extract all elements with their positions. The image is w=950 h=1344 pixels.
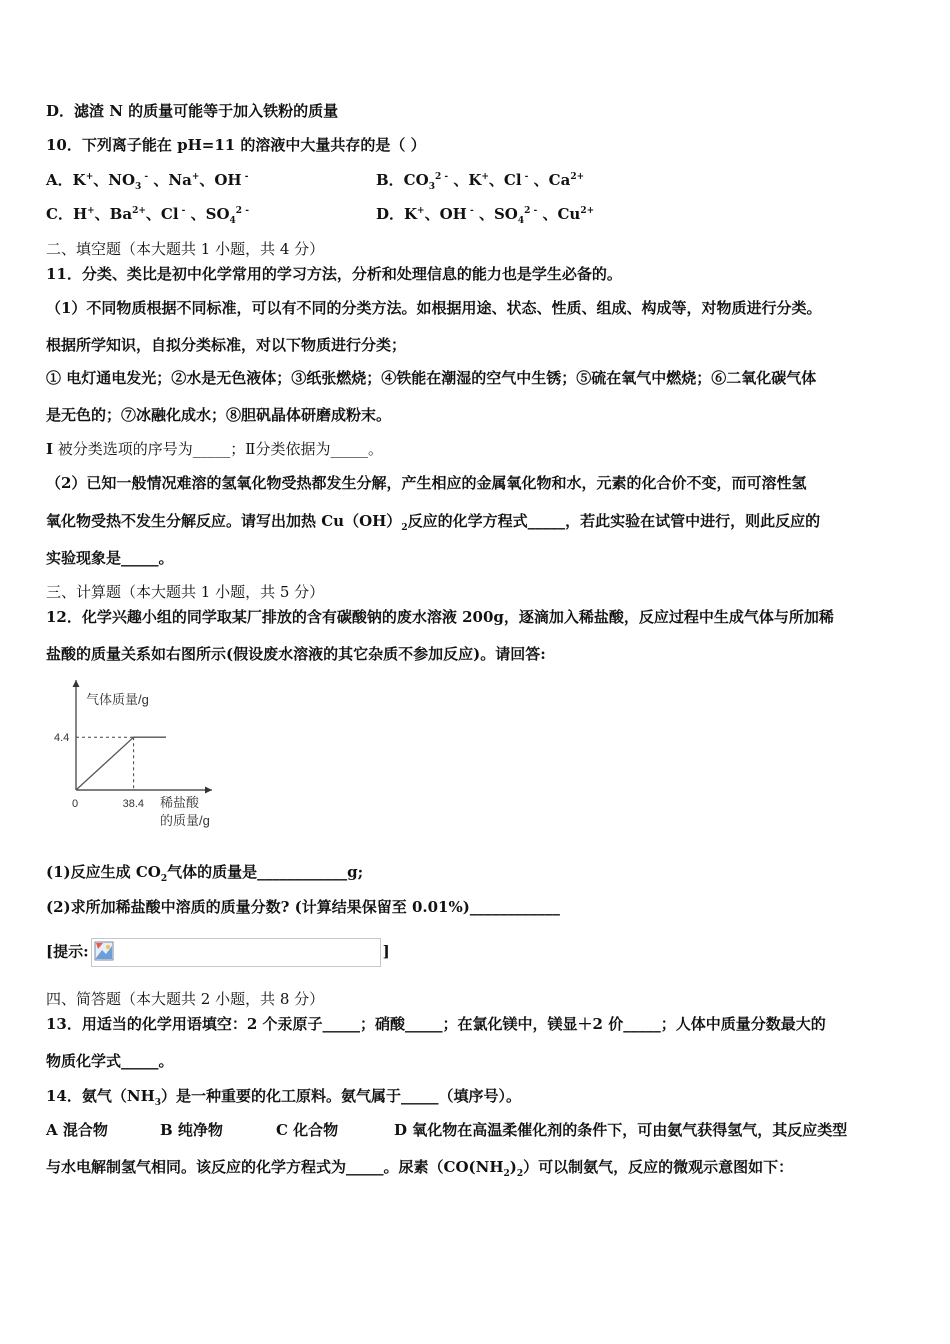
y-axis-label: 气体质量/g — [86, 692, 149, 707]
hint-image-placeholder — [91, 938, 381, 967]
y-tick-label: 4.4 — [54, 732, 70, 745]
x-tick-label: 38.4 — [122, 798, 145, 810]
question-11-part-1-answer: I 被分类选项的序号为_____；Ⅱ分类依据为_____。 — [46, 440, 383, 458]
question-12-stem: 12．化学兴趣小组的同学取某厂排放的含有碳酸钠的废水溶液 200g，逐滴加入稀盐酸，反应过程中生成气体与所加稀 — [46, 608, 834, 626]
question-11-stem: 11．分类、类比是初中化学常用的学习方法，分析和处理信息的能力也是学生必备的。 — [46, 265, 622, 283]
question-10-option-b: B．$CO_3^{2 -}$ 、K+、Cl - 、$Ca^{2+}$ — [376, 171, 585, 192]
question-14-option-c: C 化合物 — [276, 1121, 339, 1139]
origin-label: 0 — [72, 798, 79, 810]
question-12-part-1: (1)反应生成 $CO_2$气体的质量是____________g; — [46, 863, 364, 884]
section-3-heading: 三、计算题（本大题共 1 小题，共 5 分） — [46, 583, 325, 601]
x-axis-label-line-1: 稀盐酸 — [160, 795, 200, 810]
question-11-part-1: （1）不同物质根据不同标准，可以有不同的分类方法。如根据用途、状态、性质、组成、构成等，对物质进行分类。 — [46, 299, 822, 317]
question-10-option-c: C．H+、$Ba^{2+}$、Cl - 、$SO_4^{2 -}$ — [46, 205, 249, 226]
question-14-option-b: B 纯净物 — [160, 1121, 223, 1139]
question-14-stem: 14．氨气$(NH_3)$是一种重要的化工原料。氨气属于_____（填序号）。 — [46, 1087, 522, 1108]
question-11-part-1-line-2: 根据所学知识，自拟分类标准，对以下物质进行分类； — [46, 336, 407, 354]
section-4-heading: 四、简答题（本大题共 2 小题，共 8 分） — [46, 990, 325, 1008]
series-layer — [76, 737, 166, 790]
question-11-part-2-line-3: 实验现象是_____。 — [46, 549, 174, 567]
series-line — [76, 737, 166, 790]
question-14-line-2: 与水电解制氢气相同。该反应的化学方程式为_____。尿素$(CO(NH_2)_2)$可以制氨气，反应的微观示意图如下： — [46, 1158, 794, 1179]
question-12-part-2: (2)求所加稀盐酸中溶质的质量分数? (计算结果保留至 0.01%)____________ — [46, 898, 560, 916]
question-12-hint: [提示: ] — [46, 938, 390, 967]
section-2-heading: 二、填空题（本大题共 1 小题，共 4 分） — [46, 240, 325, 258]
question-10-option-a: A．K+、$NO_3$ - 、Na+、OH - — [46, 171, 249, 192]
x-axis-label-line-2: 的质量/g — [160, 813, 210, 828]
question-10-stem: 10．下列离子能在 pH=11 的溶液中大量共存的是（ ） — [46, 136, 426, 154]
question-9-option-d: D．滤渣 N 的质量可能等于加入铁粉的质量 — [46, 102, 339, 120]
question-14-option-a: A 混合物 — [46, 1121, 108, 1139]
question-12-stem-line-2: 盐酸的质量关系如右图所示(假设废水溶液的其它杂质不参加反应)。请回答: — [46, 645, 546, 663]
question-11-part-2-line-2: 氧化物受热不发生分解反应。请写出加热 $Cu(OH)_2$反应的化学方程式_____，若此实验在试管中进行，则此反应的 — [46, 512, 821, 533]
question-11-part-1-line-3: ① 电灯通电发光；②水是无色液体；③纸张燃烧；④铁能在潮湿的空气中生锈；⑤硫在氧气中燃烧；⑥二氧化碳气体 — [46, 369, 817, 387]
question-11-part-1-line-4: 是无色的；⑦冰融化成水；⑧胆矾晶体研磨成粉末。 — [46, 406, 392, 424]
question-14-option-d: D 氧化物在高温柔催化剂的条件下，可由氨气获得氢气，其反应类型 — [394, 1121, 848, 1139]
question-11-part-2: （2）已知一般情况难溶的氢氧化物受热都发生分解，产生相应的金属氧化物和水，元素的化合价不变，而可溶性氢 — [46, 474, 807, 492]
question-13-stem: 13．用适当的化学用语填空：2 个汞原子_____；硝酸_____；在氯化镁中，镁显＋2 价_____；人体中质量分数最大的 — [46, 1015, 826, 1033]
question-10-option-d: D．K+、OH - 、$SO_4^{2 -}$ 、$Cu^{2+}$ — [376, 205, 595, 226]
broken-image-icon — [94, 941, 114, 961]
gas-mass-chart — [52, 672, 232, 842]
question-13-stem-line-2: 物质化学式_____。 — [46, 1052, 174, 1070]
